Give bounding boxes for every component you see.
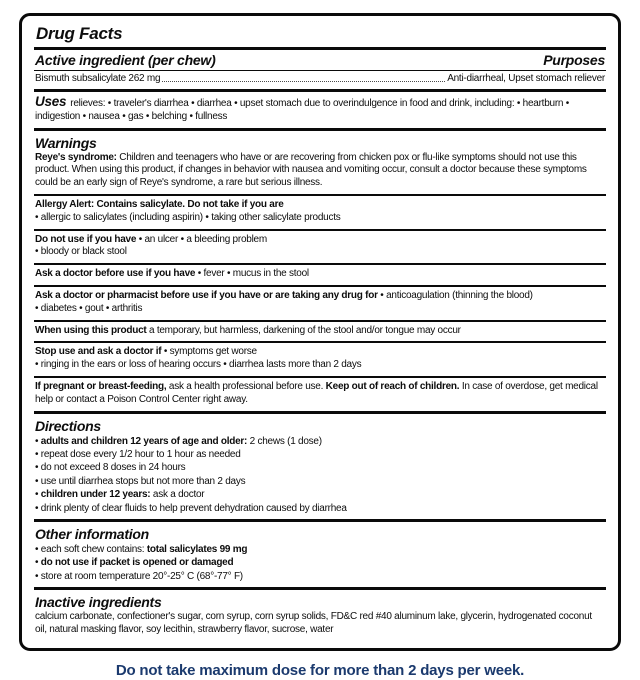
uses-heading: Uses <box>35 94 67 109</box>
direction-item: • children under 12 years: ask a doctor <box>35 489 205 501</box>
warning-ask-doctor: Ask a doctor before use if you have • fever • mucus in the stool <box>35 268 309 280</box>
active-ingredient-row <box>34 71 606 89</box>
warning-when-using: When using this product a temporary, but harmless, darkening of the stool and/or tongue may occur <box>35 324 461 336</box>
drug-facts-title: Drug Facts <box>36 24 123 43</box>
warning-ask-doctor-pharmacist: Ask a doctor or pharmacist before use if you have or are taking any drug for • anticoagulation (thinning the blood) • diabetes • gout • arthritis <box>35 289 533 314</box>
inactive-ingredients-heading: Inactive ingredients <box>35 594 162 611</box>
inactive-ingredients-section <box>34 590 606 641</box>
direction-item: • use until diarrhea stops but not more than 2 days <box>35 475 246 487</box>
other-information-heading: Other information <box>35 525 149 542</box>
inactive-ingredients-list: calcium carbonate, confectioner's sugar, corn syrup, corn syrup solids, FD&C red #40 aluminum lake, glycerin, hydrogenated coconut oil, natural masking flavor, soy lecithin, strawberry flavor, sucrose, water <box>35 611 592 635</box>
warning-stop-use: Stop use and ask a doctor if • symptoms get worse • ringing in the ears or loss of hearing occurs • diarrhea lasts more than 2 days <box>35 346 362 371</box>
other-info-item: • each soft chew contains: total salicylates 99 mg <box>35 543 248 555</box>
directions-section <box>34 414 606 519</box>
active-ingredient-header-row <box>34 50 606 70</box>
direction-item: • repeat dose every 1/2 hour to 1 hour as needed <box>35 448 241 460</box>
direction-item: • adults and children 12 years of age and older: 2 chews (1 dose) <box>35 435 322 447</box>
warning-allergy-alert: Allergy Alert: Contains salicylate. Do not take if you are • allergic to salicylates (including aspirin) • taking other salicylate products <box>35 198 341 223</box>
warning-pregnant: If pregnant or breast-feeding, ask a health professional before use. Keep out of reach of children. In case of overdose, get medical help or contact a Poison Control Center right away. <box>35 380 598 405</box>
other-info-item: • do not use if packet is opened or damaged <box>35 557 234 569</box>
active-ingredient-heading: Active ingredient (per chew) <box>35 52 216 68</box>
directions-heading: Directions <box>35 417 101 434</box>
purposes-heading: Purposes <box>543 52 605 68</box>
other-info-item: • store at room temperature 20°-25° C (68°-77° F) <box>35 570 243 582</box>
uses-text: relieves: • traveler's diarrhea • diarrhea • upset stomach due to overindulgence in food and drink, including: • heartburn • indigestion • nausea • gas • belching • fullness <box>35 98 569 122</box>
warning-do-not-use: Do not use if you have • an ulcer • a bleeding problem • bloody or black stool <box>35 233 267 258</box>
drug-facts-label <box>19 13 621 651</box>
dotted-leader <box>162 81 445 82</box>
footer-warning: Do not take maximum dose for more than 2 days per week. <box>115 661 525 679</box>
direction-item: • do not exceed 8 doses in 24 hours <box>35 462 186 474</box>
ingredient-purpose: Anti-diarrheal, Upset stomach reliever <box>447 73 605 84</box>
warnings-heading: Warnings <box>35 134 97 151</box>
direction-item: • drink plenty of clear fluids to help prevent dehydration caused by diarrhea <box>35 502 347 514</box>
other-information-section <box>34 522 606 587</box>
ingredient-name: Bismuth subsalicylate 262 mg <box>35 73 161 84</box>
uses-section <box>34 92 606 128</box>
warnings-section <box>34 131 606 194</box>
warning-reyes-syndrome: Reye's syndrome: Children and teenagers who have or are recovering from chicken pox or flu-like symptoms should not use this product. When using this product, if changes in behavior with nausea and vomiting occur, consult a doctor because these symptoms could be an early sign of Reye's syndrome, a rare but serious illness. <box>35 151 587 189</box>
